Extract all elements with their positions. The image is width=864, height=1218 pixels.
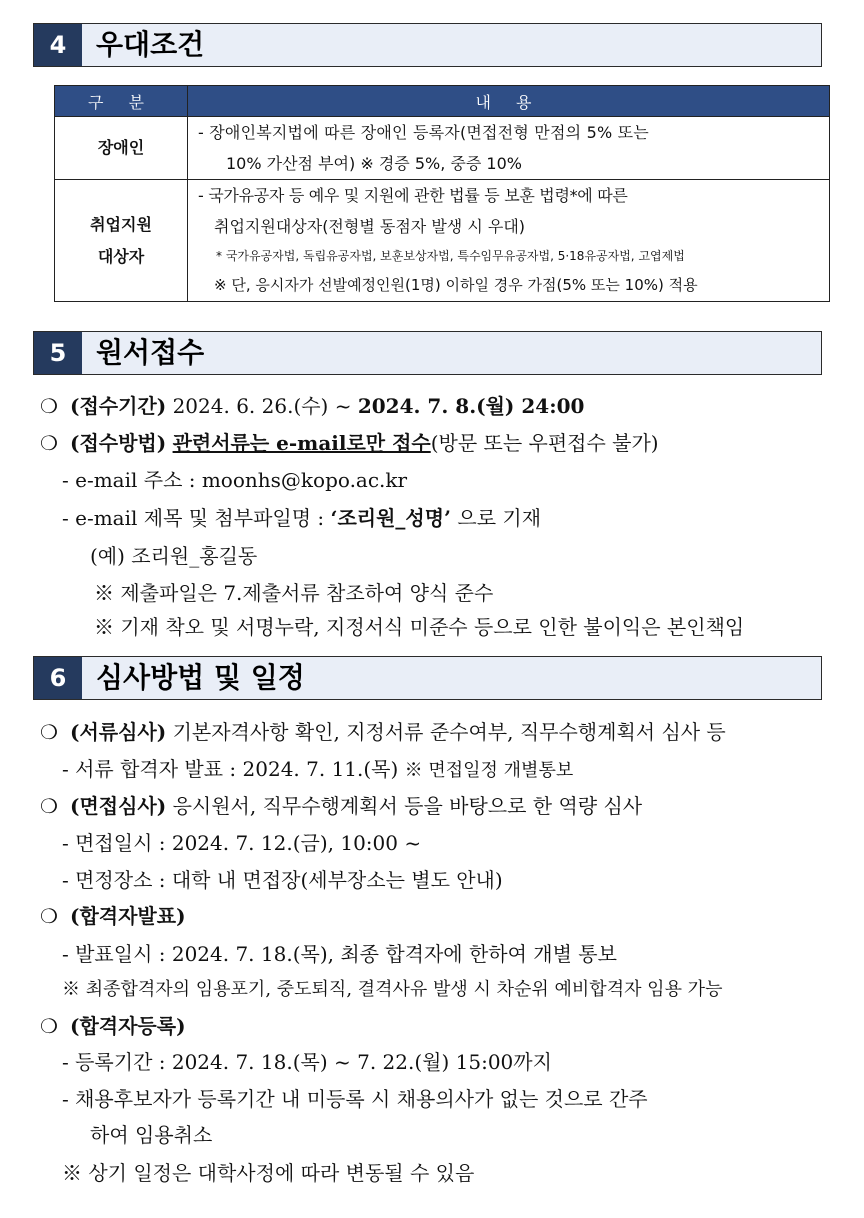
period-end: 2024. 7. 8.(월) 24:00 — [357, 394, 585, 418]
bullet-icon: ❍ — [40, 794, 58, 818]
registration-heading — [40, 1013, 186, 1039]
method-rest: (방문 또는 우편접수 불가) — [430, 431, 659, 455]
section-header-6 — [33, 656, 822, 700]
section-title: 심사방법 및 일정 — [96, 661, 305, 694]
content-line: 취업지원대상자(전형별 동점자 발생 시 우대) — [214, 217, 526, 236]
bullet-icon: ❍ — [40, 394, 58, 418]
registration-period-line: - 등록기간 : 2024. 7. 18.(목) ~ 7. 22.(월) 15:00까지 — [62, 1050, 552, 1074]
interview-review-line — [40, 793, 642, 819]
email-address-line: - e-mail 주소 : moonhs@kopo.ac.kr — [62, 468, 408, 492]
bullet-icon: ❍ — [40, 720, 58, 744]
table-header-category: 구 분 — [55, 86, 188, 117]
label: (접수방법) — [70, 431, 167, 455]
section-title: 우대조건 — [96, 28, 205, 61]
note-line: ※ 제출파일은 7.제출서류 참조하여 양식 준수 — [94, 581, 494, 605]
subject-suffix: 으로 기재 — [451, 506, 542, 530]
section-number: 5 — [34, 332, 82, 374]
document-review-line — [40, 719, 726, 745]
section-number: 6 — [34, 657, 82, 699]
schedule-note-line: ※ 상기 일정은 대학사정에 따라 변동될 수 있음 — [62, 1161, 475, 1185]
method-emphasis: 관련서류는 e-mail로만 접수 — [172, 431, 431, 455]
section-number: 4 — [34, 24, 82, 66]
doc-text: 기본자격사항 확인, 지정서류 준수여부, 직무수행계획서 심사 등 — [166, 720, 726, 744]
category-line: 취업지원 — [90, 214, 152, 234]
label: (접수기간) — [70, 394, 167, 418]
subject-emphasis: ‘조리원_성명’ — [330, 506, 452, 530]
bullet-icon: ❍ — [40, 904, 58, 928]
table-header-content: 내 용 — [188, 86, 830, 117]
email-subject-line — [62, 505, 541, 531]
label: (합격자등록) — [70, 1014, 186, 1038]
registration-note-line: - 채용후보자가 등록기간 내 미등록 시 채용의사가 없는 것으로 간주 — [62, 1087, 648, 1111]
section-header-4 — [33, 23, 822, 67]
note-line: ※ 기재 착오 및 서명누락, 지정서식 미준수 등으로 인한 불이익은 본인책임 — [94, 615, 745, 639]
label: (서류심사) — [70, 720, 167, 744]
table-row — [55, 180, 830, 302]
doc-result: - 서류 합격자 발표 : 2024. 7. 11.(목) — [62, 757, 405, 781]
content-line: ※ 단, 응시자가 선발예정인원(1명) 이하일 경우 가점(5% 또는 10%) 적용 — [214, 276, 698, 294]
table-row — [55, 117, 830, 180]
section-header-5 — [33, 331, 822, 375]
table-cell-content — [188, 117, 830, 180]
registration-note-line: 하여 임용취소 — [90, 1123, 213, 1147]
interview-date-line: - 면접일시 : 2024. 7. 12.(금), 10:00 ~ — [62, 831, 422, 855]
document-result-line — [62, 756, 573, 784]
example-line: (예) 조리원_홍길동 — [90, 544, 258, 568]
label: (합격자발표) — [70, 904, 186, 928]
interview-text: 응시원서, 직무수행계획서 등을 바탕으로 한 역량 심사 — [166, 794, 643, 818]
period-start: 2024. 6. 26.(수) ~ — [172, 394, 358, 418]
receipt-method-line — [40, 430, 659, 456]
category-line: 대상자 — [97, 246, 145, 266]
content-line: 10% 가산점 부여) ※ 경증 5%, 중증 10% — [226, 154, 522, 173]
table-cell-content — [188, 180, 830, 302]
footnote-line: * 국가유공자법, 독립유공자법, 보훈보상자법, 특수임무유공자법, 5·18유공자법, 고엽제법 — [216, 249, 685, 263]
benefit-table — [54, 85, 830, 302]
announcement-heading — [40, 903, 186, 929]
announcement-note-line: ※ 최종합격자의 임용포기, 중도퇴직, 결격사유 발생 시 차순위 예비합격자 임용 가능 — [62, 979, 723, 1000]
content-line: - 국가유공자 등 예우 및 지원에 관한 법률 등 보훈 법령*에 따른 — [198, 186, 628, 205]
announcement-date-line: - 발표일시 : 2024. 7. 18.(목), 최종 합격자에 한하여 개별 통보 — [62, 942, 617, 966]
interview-place-line: - 면정장소 : 대학 내 면접장(세부장소는 별도 안내) — [62, 868, 503, 892]
section-title: 원서접수 — [96, 336, 205, 369]
bullet-icon: ❍ — [40, 431, 58, 455]
table-cell-category — [55, 180, 188, 302]
content-line: - 장애인복지법에 따른 장애인 등록자(면접전형 만점의 5% 또는 — [198, 123, 649, 142]
label: (면접심사) — [70, 794, 167, 818]
table-cell-category: 장애인 — [55, 117, 188, 180]
table-header-row — [55, 86, 830, 117]
subject-prefix: - e-mail 제목 및 첨부파일명 : — [62, 506, 331, 530]
receipt-period-line — [40, 393, 584, 419]
bullet-icon: ❍ — [40, 1014, 58, 1038]
doc-result-note: ※ 면접일정 개별통보 — [404, 760, 574, 781]
